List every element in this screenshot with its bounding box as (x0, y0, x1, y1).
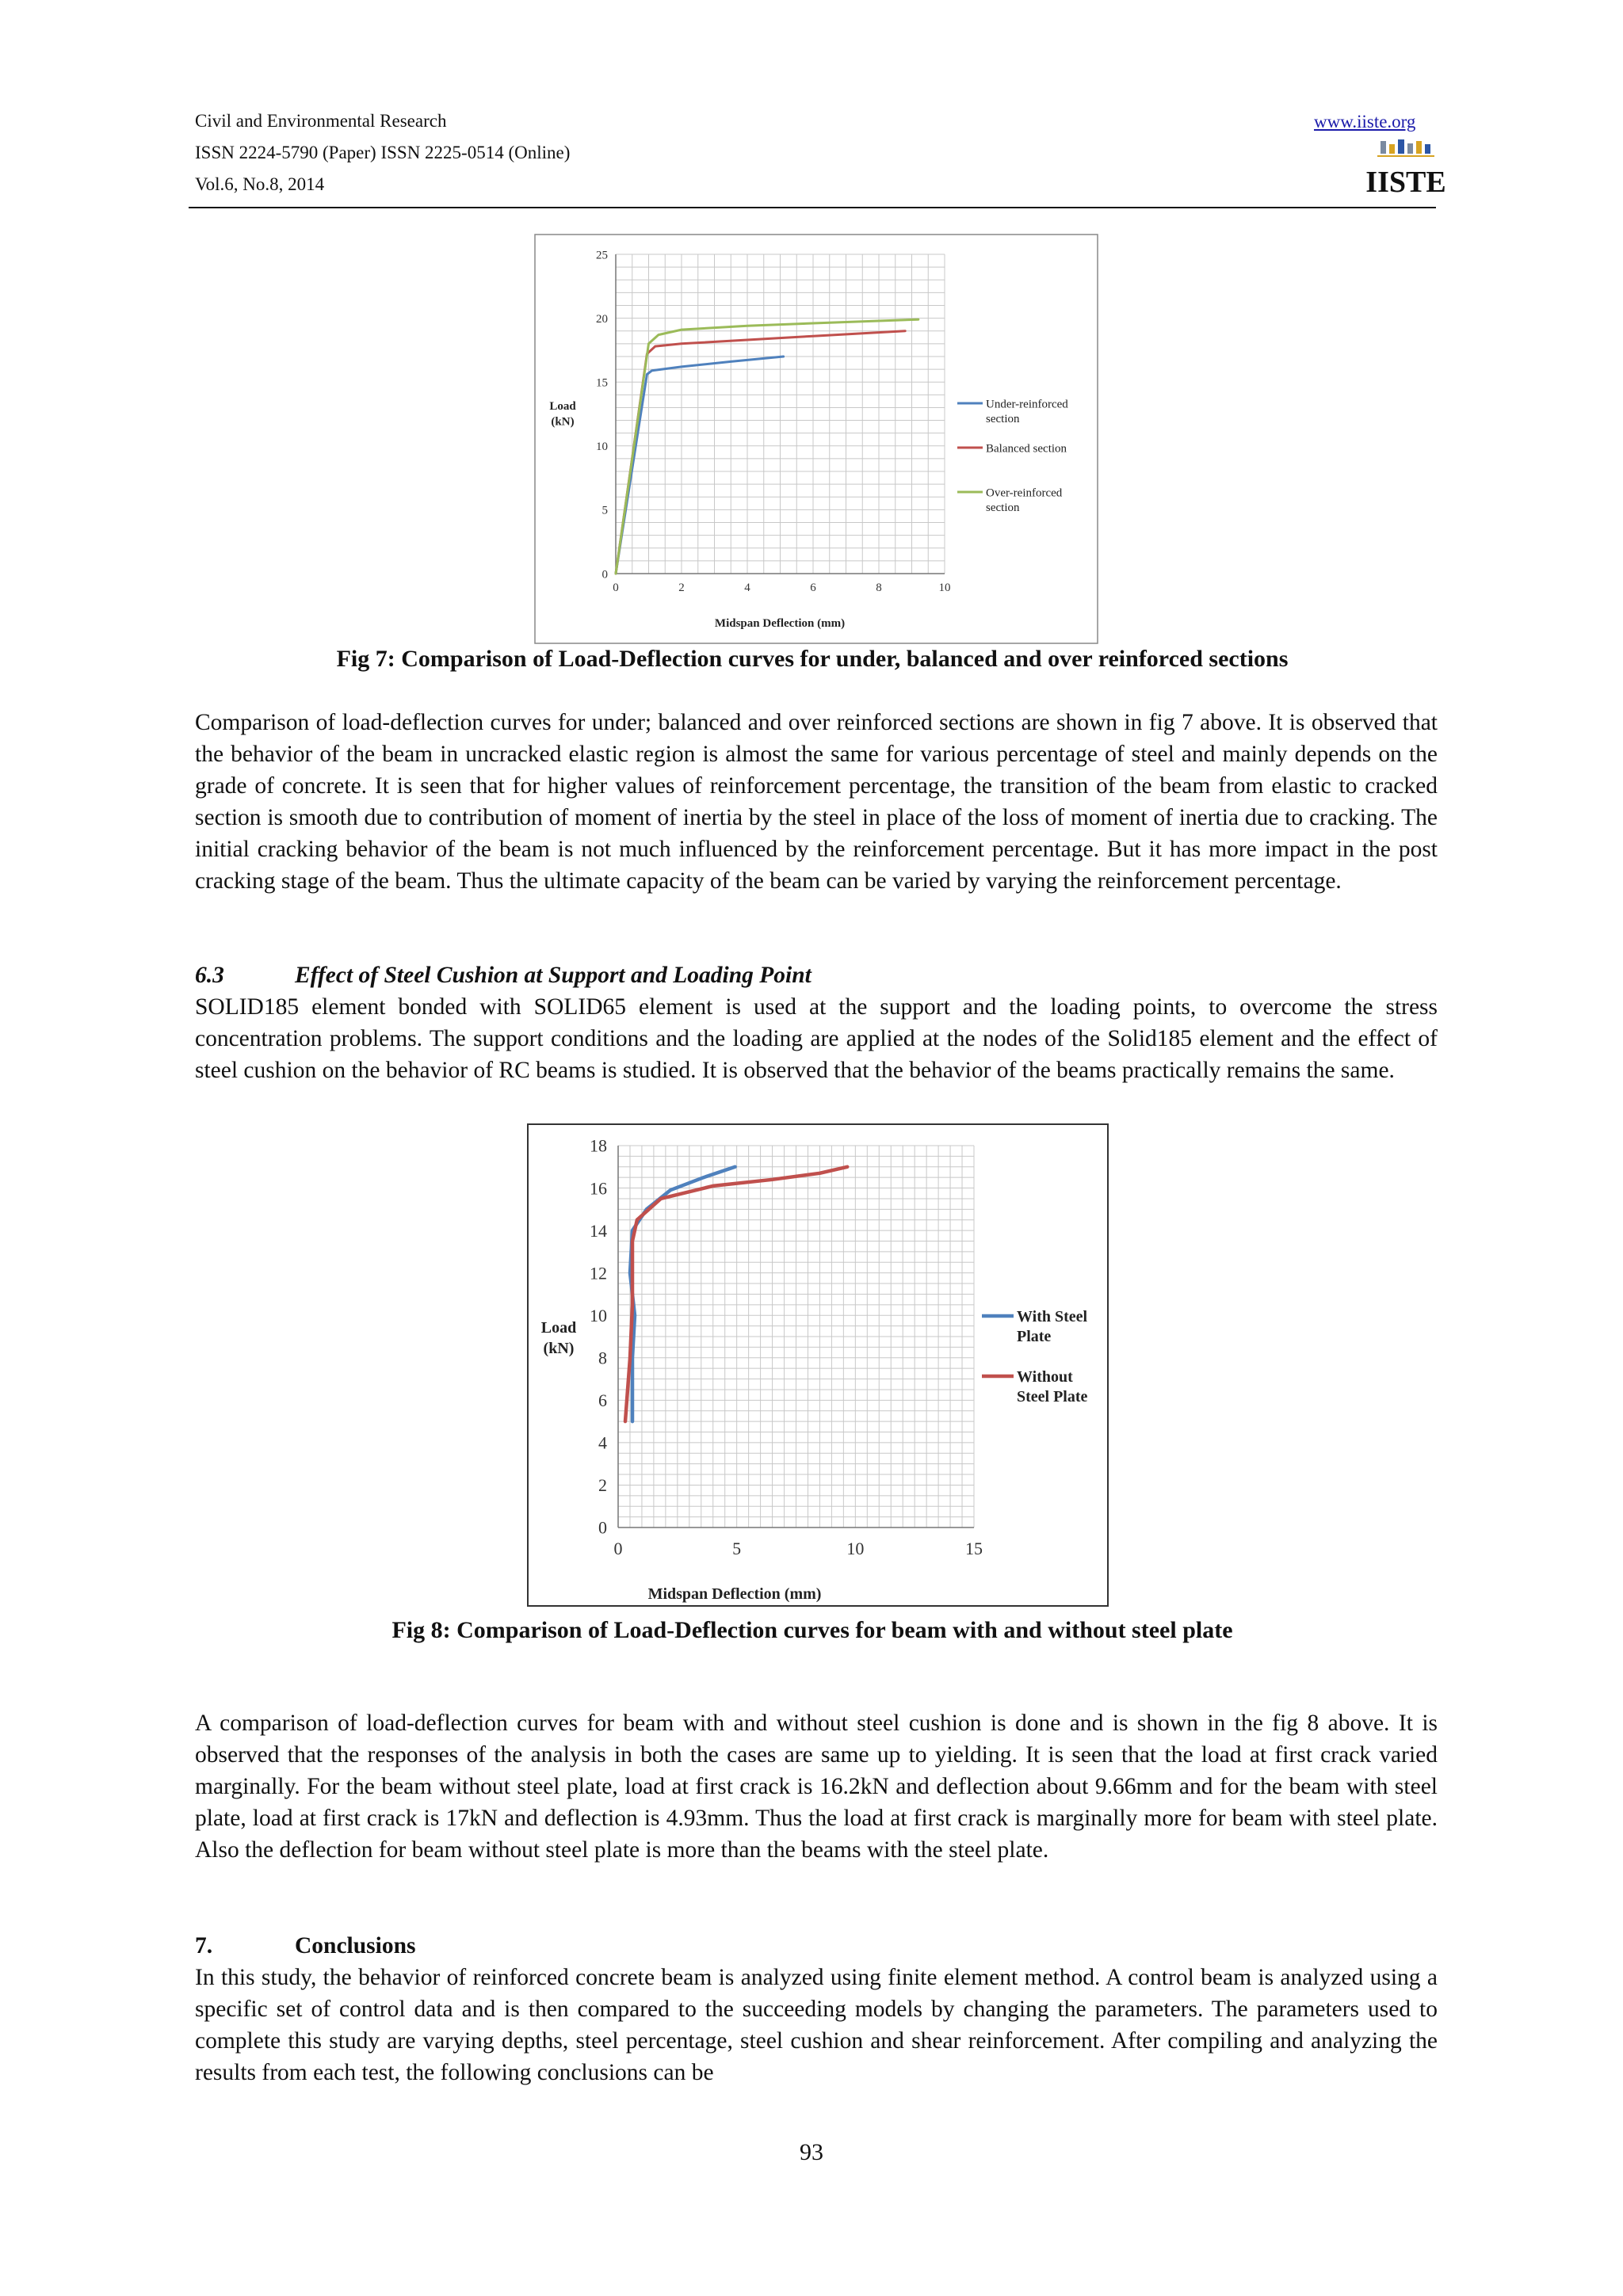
x-axis-label: Midspan Deflection (mm) (714, 617, 846, 630)
legend-label-1: Without (1017, 1368, 1073, 1386)
x-tick-label: 8 (876, 582, 882, 594)
y-tick-label: 15 (596, 376, 608, 390)
x-tick-label: 10 (938, 582, 951, 594)
x-tick-label: 2 (678, 582, 685, 594)
y-axis-label-line2: (kN) (543, 1340, 575, 1357)
legend-label-2: section (986, 502, 1020, 514)
y-tick-label: 8 (598, 1348, 607, 1368)
page-number: 93 (800, 2139, 823, 2165)
x-tick-label: 0 (613, 1539, 623, 1558)
legend-label-0: Under-reinforced (986, 398, 1068, 411)
chart-frame (535, 235, 1098, 643)
section-6-3-title: Effect of Steel Cushion at Support and Loading Point (295, 963, 812, 988)
header-rule (189, 207, 1436, 208)
fig7-caption: Fig 7: Comparison of Load-Deflection curves for under, balanced and over reinforced sections (336, 646, 1289, 672)
x-tick-label: 4 (744, 582, 750, 594)
chart-frame (528, 1124, 1108, 1606)
y-tick-label: 4 (598, 1432, 607, 1453)
section-7-title: Conclusions (295, 1933, 416, 1958)
section-6-3-number: 6.3 (195, 963, 224, 988)
y-tick-label: 6 (598, 1390, 607, 1411)
x-tick-label: 15 (965, 1539, 983, 1558)
issn-line: ISSN 2224-5790 (Paper) ISSN 2225-0514 (Online) (195, 143, 571, 162)
y-tick-label: 14 (590, 1220, 607, 1241)
y-tick-label: 18 (590, 1135, 607, 1156)
fig7-svg (534, 234, 1098, 644)
y-tick-label: 20 (596, 312, 608, 326)
y-tick-label: 10 (590, 1305, 607, 1325)
y-tick-label: 10 (596, 441, 608, 454)
volume-line: Vol.6, No.8, 2014 (195, 174, 325, 194)
y-tick-label: 16 (590, 1178, 607, 1199)
legend-label-1: Steel Plate (1017, 1388, 1088, 1405)
paragraph-steel-cushion: A comparison of load-deflection curves for beam with and without steel cushion is done and is shown in the fig 8 above. It is observed that the responses of the analysis in both the cases are same up to yielding. It is seen that the load at first crack varied marginally. For the beam without steel plate, load at first crack is 16.2kN and deflection about 9.66mm and for the beam with steel plate, load at first crack is 17kN and deflection is 4.93mm. Thus the load at first crack is marginally more for beam with steel plate. Also the deflection for beam without steel plate is more than the beams with the steel plate. (195, 1711, 1438, 1863)
y-tick-label: 0 (601, 568, 608, 582)
fig8-chart (527, 1123, 1109, 1607)
section-7-number: 7. (195, 1933, 213, 1958)
fig8-caption: Fig 8: Comparison of Load-Deflection curves for beam with and without steel plate (391, 1617, 1233, 1643)
fig8-svg (527, 1123, 1109, 1607)
y-tick-label: 12 (590, 1263, 607, 1283)
x-axis-label: Midspan Deflection (mm) (647, 1585, 822, 1603)
legend-label-0: section (986, 413, 1020, 425)
iiste-logo (1365, 136, 1446, 199)
x-tick-label: 0 (613, 582, 619, 594)
y-tick-label: 0 (598, 1517, 607, 1538)
paragraph-load-deflection: Comparison of load-deflection curves for under; balanced and over reinforced sections are shown in fig 7 above. It is observed that the behavior of the beam in uncracked elastic region is almost the same for various percentage of steel and mainly depends on the grade of concrete. It is seen that for higher values of reinforcement percentage, the transition of the beam from elastic to cracked section is smooth due to contribution of moment of inertia by the steel in place of the loss of moment of inertia due to cracking. The initial cracking behavior of the beam is not much influenced by the reinforcement percentage. But it has more impact in the post cracking stage of the beam. Thus the ultimate capacity of the beam can be varied by varying the reinforcement percentage. (195, 710, 1438, 894)
y-tick-label: 2 (598, 1475, 607, 1496)
section-6-3-text: SOLID185 element bonded with SOLID65 element is used at the support and the loading points, to overcome the stress concentration problems. The support conditions and the loading are applied at the nodes of the Solid185 element and the effect of steel cushion on the behavior of RC beams is studied. It is observed that the behavior of the beams practically remains the same. (195, 994, 1438, 1083)
legend-label-2: Over-reinforced (986, 486, 1063, 500)
y-axis-label-line2: (kN) (551, 415, 575, 429)
journal-name: Civil and Environmental Research (195, 111, 447, 131)
legend-label-0: With Steel (1017, 1308, 1088, 1325)
y-axis-label-line1: Load (549, 400, 576, 413)
fig7-chart (534, 234, 1098, 644)
iiste-logo-graphic (1365, 136, 1446, 199)
x-tick-label: 5 (732, 1539, 742, 1558)
x-tick-label: 6 (810, 582, 816, 594)
y-tick-label: 5 (601, 504, 608, 517)
section-7-text: In this study, the behavior of reinforced concrete beam is analyzed using finite element method. A control beam is analyzed using a specific set of control data and is then compared to the succeeding models by changing the parameters. The parameters used to complete this study are varying depths, steel percentage, steel cushion and shear reinforcement. After compiling and analyzing the results from each test, the following conclusions can be (195, 1965, 1438, 2085)
legend-label-0: Plate (1017, 1328, 1052, 1345)
logo-text: IISTE (1365, 166, 1446, 199)
legend-label-1: Balanced section (986, 442, 1067, 456)
website-link[interactable]: www.iiste.org (1314, 112, 1416, 132)
y-axis-label-line1: Load (540, 1319, 577, 1337)
y-tick-label: 25 (596, 249, 608, 262)
x-tick-label: 10 (846, 1539, 865, 1558)
